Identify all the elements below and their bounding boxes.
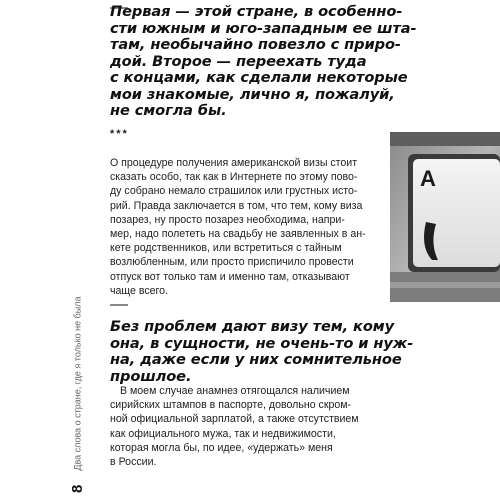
paragraph-line: позарез, ну просто позарез необходима, напри- bbox=[110, 213, 345, 226]
paragraph-line: ду собрано немало страшилок или грустных исто- bbox=[110, 185, 358, 198]
pull-quote bbox=[110, 319, 413, 385]
paragraph-line: ной официальной зарплатой, а также отсутствием bbox=[110, 413, 359, 426]
paragraph-line: отпуск вот только там и именно там, отказывают bbox=[110, 270, 350, 283]
running-header bbox=[69, 53, 86, 493]
license-plate-photo bbox=[390, 132, 500, 302]
paragraph-line: мер, надо полететь на свадьбу не заявленных в ан- bbox=[110, 228, 366, 241]
pull-quote-line: мои знакомые, лично я, пожалуй, bbox=[110, 85, 395, 103]
pull-quote-line: с концами, как сделали некоторые bbox=[110, 69, 408, 86]
body-paragraph bbox=[110, 384, 359, 469]
paragraph-line: как официального мужа, так и недвижимости, bbox=[110, 427, 336, 440]
pull-quote-line: она, в сущности, не очень-то и нуж- bbox=[110, 334, 414, 352]
pull-quote-line: там, необычайно повезло с приро- bbox=[110, 36, 401, 53]
pull-quote-line: Без проблем дают визу тем, кому bbox=[110, 318, 395, 335]
pull-quote-line: дой. Второе — переехать туда bbox=[110, 52, 367, 70]
paragraph-line: кете родственников, или встретиться с тайным bbox=[110, 242, 342, 255]
paragraph-line: чаще всего. bbox=[110, 284, 169, 297]
paragraph-line: В моем случае анамнез отягощался наличием bbox=[120, 385, 350, 397]
section-separator: *** bbox=[110, 128, 129, 140]
pull-quote-line: прошлое. bbox=[110, 367, 192, 385]
paragraph-line: возлюбленным, или просто приспичило провести bbox=[110, 256, 354, 269]
running-title: Два слова о стране, где я только не была bbox=[72, 296, 83, 471]
paragraph-line: которая могла бы, по идее, «удержать» меня bbox=[110, 441, 333, 454]
quote-rule bbox=[110, 304, 128, 306]
pull-quote bbox=[110, 4, 417, 120]
paragraph-line: сирийских штампов в паспорте, довольно скром- bbox=[110, 399, 352, 412]
page-number: 8 bbox=[69, 484, 86, 493]
pull-quote-line: сти южным и юго-западным ее шта- bbox=[110, 19, 417, 37]
pull-quote-line: Первая — этой стране, в особенно- bbox=[110, 3, 403, 20]
paragraph-line: сказать особо, так как в Интернете по этому пово- bbox=[110, 171, 358, 184]
paragraph-line: в России. bbox=[110, 456, 157, 469]
pull-quote-line: не смогла бы. bbox=[110, 102, 227, 119]
body-paragraph bbox=[110, 156, 366, 298]
plate-letter: A bbox=[420, 166, 436, 191]
paragraph-line: рий. Правда заключается в том, что тем, кому виза bbox=[110, 199, 363, 212]
pull-quote-line: на, даже если у них сомнительное bbox=[110, 351, 402, 368]
paragraph-line: О процедуре получения американской визы стоит bbox=[110, 157, 358, 169]
